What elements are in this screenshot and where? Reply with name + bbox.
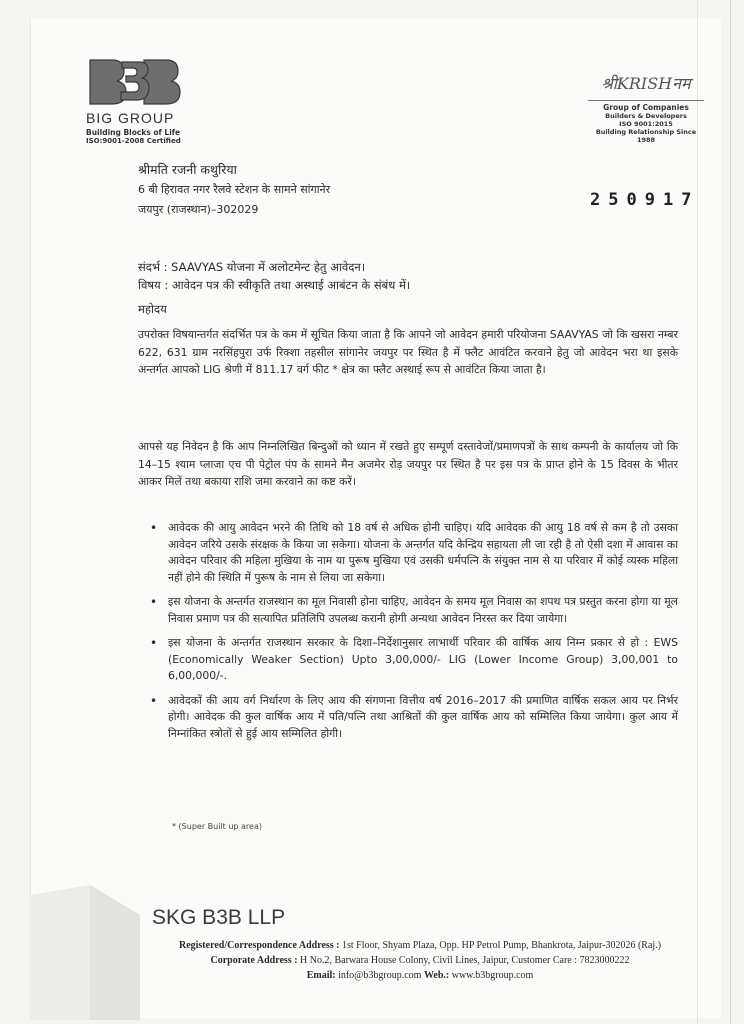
krish-line-3: ISO 9001:2015 — [619, 120, 673, 128]
page-fold-line — [697, 0, 698, 1024]
footer-building-graphic-icon — [30, 885, 140, 1020]
subject-block — [138, 258, 410, 294]
bullet-icon: • — [150, 636, 158, 650]
registered-label: Registered/Correspondence Address : — [178, 940, 340, 951]
krish-line-4: Building Relationship Since 1988 — [595, 128, 697, 144]
list-item — [148, 635, 678, 685]
subject-line: विषय : आवेदन पत्र की स्वीकृति तथा अस्थाई आबंटन के संबंध में। — [138, 278, 411, 292]
web-link[interactable]: www.b3bgroup.com — [451, 970, 534, 981]
registered-value: 1st Floor, Shyam Plaza, Opp. HP Petrol Pump, Bhankrota, Jaipur-302026 (Raj.) — [342, 940, 662, 951]
bullet-icon: • — [150, 595, 158, 609]
footnote: * (Super Built up area) — [172, 822, 262, 831]
web-label: Web.: — [423, 970, 450, 981]
list-item — [148, 693, 678, 743]
recipient-line-2: जयपुर (राजस्थान)–302029 — [138, 203, 259, 216]
bullet-icon: • — [150, 521, 158, 535]
list-item-text: आवेदकों की आय वर्ग निर्धारण के लिए आय की संगणना वित्तीय वर्ष 2016–2017 की प्रमाणित वार्षिक सकल आय पर निर्भर होगी। आवेदक की कुल वार्षिक आय में पति/पत्नि तथा आश्रितों की कुल वार्षिक आय को सम्मिलित किया जायेगा। कुल आय में निम्नांकित स्त्रोतों से हुई आय सम्मिलित होगी। — [168, 693, 678, 740]
list-item-text: इस योजना के अन्तर्गत राजस्थान का मूल निवासी होना चाहिए, आवेदन के समय मूल निवास का शपथ पत्र प्रस्तुत करना होगा या मूल निवास प्रमाण पत्र की सत्यापित प्रतिलिपि उपलब्ध करानी होगी अन्यथा आवेदन निरस्त कर दिया जायेगा। — [168, 595, 678, 625]
corporate-label: Corporate Address : — [210, 955, 298, 966]
registered-address — [140, 938, 700, 953]
paragraph-1: उपरोक्त विषयान्तर्गत संदर्भित पत्र के कम में सूचित किया जाता है कि आपने जो आवेदन हमारी परियोजना SAAVYAS जो कि खसरा नम्बर 622, 631 ग्राम नरसिंहपुरा उर्फ रिक्शा तहसील सांगानेर जयपुर पर स्थित है में फ्लैट आवंटित करवाने हेतु जो आवेदन भरा था इसके अन्तर्गत आपको LIG श्रेणी में 811.17 वर्ग फीट * क्षेत्र का फ्लैट अस्थाई रूप से आवंटित किया जाता है। — [138, 328, 678, 376]
bullet-icon: • — [150, 693, 158, 708]
footer-addresses — [140, 938, 700, 983]
krish-line-2: Builders & Developers — [605, 112, 687, 120]
b3b-iso: ISO:9001-2008 Certified — [86, 137, 181, 145]
b3b-tagline: Building Blocks of Life — [86, 128, 181, 137]
page-edge-line — [730, 0, 731, 1024]
recipient-line-1: 6 बी हिरावत नगर रैलवे स्टेशन के सामने सांगानेर — [138, 183, 331, 196]
recipient-address — [138, 160, 330, 220]
list-item — [148, 520, 678, 586]
email-label: Email: — [306, 970, 336, 981]
conditions-list — [148, 520, 678, 750]
email-link[interactable]: info@b3bgroup.com — [338, 970, 422, 981]
b3b-mark-icon — [86, 56, 182, 108]
list-item-text: इस योजना के अन्तर्गत राजस्थान सरकार के दिशा–निर्देशानुसार लाभार्थी परिवार की वार्षिक आय निम्न प्रकार से हो : EWS (Economically Weaker Section) Upto 3,00,000/- LIG (Lower Income Group) 3,00,001 to 6,00,000/-. — [168, 636, 678, 682]
paragraph-2: आपसे यह निवेदन है कि आप निम्नलिखित बिन्दुओं को ध्यान में रखते हुए सम्पूर्ण दस्तावेजों/प्रमाणपत्रों के साथ कम्पनी के कार्यालय जो कि 14–15 श्याम प्लाजा एच पी पेट्रोल पंप के सामने मैन अजमेर रोड़ जयपुर पर स्थित है पर इस पत्र के प्राप्त होने के 15 दिवस के भीतर आकर मिलें तथा बकाया राशि जमा करवाने का कष्ट करें। — [138, 440, 678, 488]
letter-page — [30, 18, 721, 1018]
b3b-group-name: BIG GROUP — [86, 110, 175, 126]
contact-line — [140, 968, 700, 983]
list-item — [148, 594, 678, 627]
krish-name: श्रीKRISHनम — [601, 74, 691, 93]
corporate-address — [140, 953, 700, 968]
recipient-name: श्रीमति रजनी कथुरिया — [138, 162, 237, 177]
krish-line-1: Group of Companies — [588, 100, 704, 112]
company-name: SKG B3B LLP — [152, 906, 286, 929]
b3b-logo — [86, 56, 196, 145]
reference-number: 250917 — [590, 190, 700, 210]
krish-logo — [588, 72, 704, 144]
list-item-text: आवेदक की आयु आवेदन भरने की तिथि को 18 वर्ष से अधिक होनी चाहिए। यदि आवेदक की आयु 18 वर्ष से कम है तो उसका आवेदन जरिये उसके संरक्षक के किया जा सकेगा। योजना के अन्तर्गत यदि केन्द्रिय सहायता ली जा रही है तो ऐसी दशा में आवास का आवेदन परिवार की महिला मुखिया के नाम या पुरूष मुखिया एवं उसकी धर्मपत्नि के संयुक्त नाम से या परिवार में कोई व्यस्क महिला नहीं होने की स्थिति में पुरूष के नाम से लिया जा सकेगा। — [168, 521, 678, 584]
reference-line: संदर्भ : SAAVYAS योजना में अलोटमेन्ट हेतु आवेदन। — [138, 260, 366, 274]
salutation: महोदय — [138, 302, 167, 316]
corporate-value: H No.2, Barwara House Colony, Civil Lines, Jaipur, Customer Care : 7823000222 — [300, 955, 630, 966]
